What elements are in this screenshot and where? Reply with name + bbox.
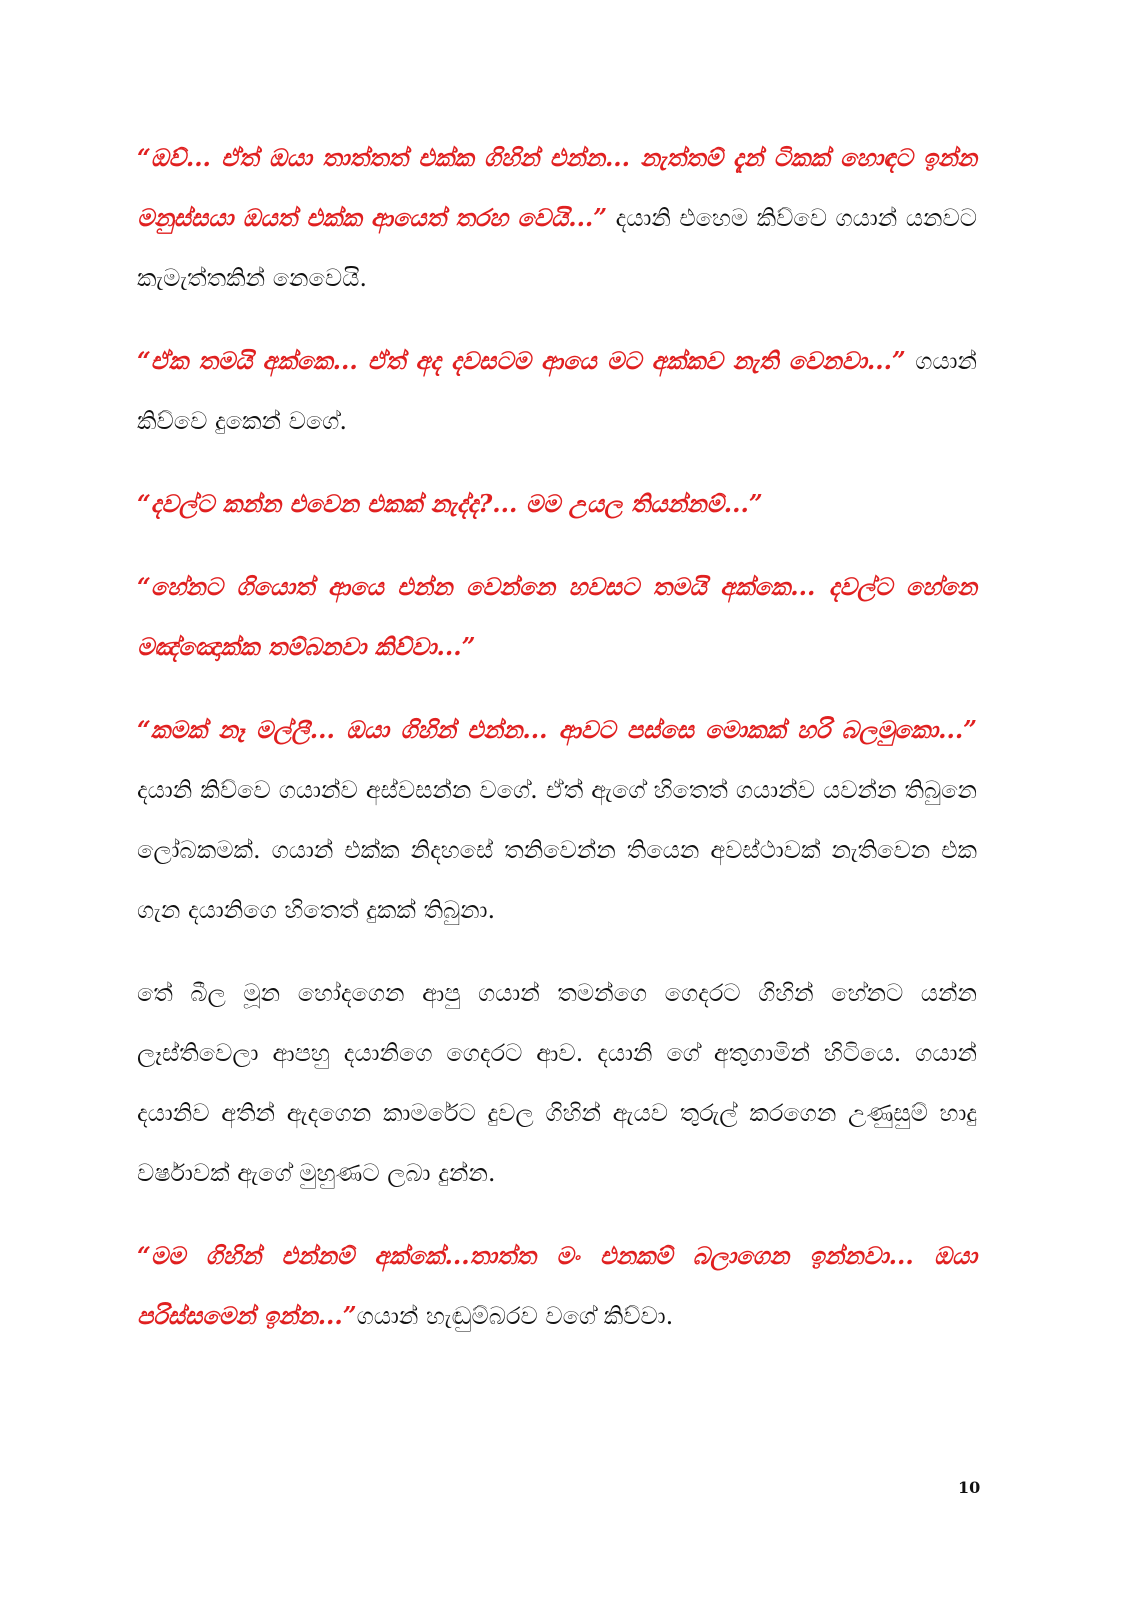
narration-text: දයානි කිව්වෙ ගයාන්ව අස්වසන්න වගේ. ඒත් ඇගේ හිතෙත් ගයාන්ව යවන්න තිබුනෙ ලෝබකමක්. ගයාන් එක්ක නිදහසේ තනිවෙන්න තියෙන අවස්ථාවක් නැතිවෙන එක ගැන දයානිගෙ හිතෙත් දුකක් තිබුනා. xyxy=(137,776,977,924)
narration-text: තේ බීල මූන හෝදගෙන ආපු ගයාන් තමන්ගෙ ගෙදරට ගිහින් හේනට යන්න ලෑස්තිවෙලා ආපහු දයානිගෙ ගෙදරට ආව. දයානි ගේ අතුගාමින් හිටියෙ. ගයාන් දයානිව අතින් ඇදගෙන කාමරේට දුවල ගිහින් ඇයව තුරුල් කරගෙන උණුසුම් හාදු වර්ෂාවක් ඇගේ මුහුණට ලබා දුන්න. xyxy=(137,979,977,1187)
paragraph-1 xyxy=(137,128,977,308)
paragraph-6 xyxy=(137,963,977,1203)
paragraph-7 xyxy=(137,1226,977,1346)
dialogue-text: “හේනට ගියොත් ආයෙ එන්න වෙන්නෙ හවසට තමයි අක්කෙ... දවල්ට හේනෙ මඤ්ඤොක්ක තම්බනවා කිව්වා...” xyxy=(137,572,977,661)
paragraph-2 xyxy=(137,331,977,451)
document-body xyxy=(137,128,977,1369)
narration-text: ගයාන් හැඬුම්බරව වගේ කිව්වා. xyxy=(356,1302,674,1330)
paragraph-3 xyxy=(137,474,977,534)
dialogue-text: “දවල්ට කන්න එවෙන එකක් නැද්ද?... මම උයල තියන්නම්...” xyxy=(137,489,763,518)
dialogue-text: “කමක් නෑ මල්ලී... ඔයා ගිහින් එන්න... ආවට පස්සෙ මොකක් හරි බලමුකො...” xyxy=(137,715,977,744)
narration-text: ගයාන් කිව්වෙ දුකෙන් වගේ. xyxy=(137,347,977,435)
dialogue-text: “මම ගිහින් එන්නම් අක්කේ...තාත්ත මං එනකම් බලාගෙන ඉන්නවා... ඔයා පරිස්සමෙන් ඉන්න...” xyxy=(137,1241,977,1330)
paragraph-5 xyxy=(137,700,977,940)
dialogue-text: “ඒක තමයි අක්කෙ... ඒත් අද දවසටම ආයෙ මට අක්කව නැති වෙනවා...” xyxy=(137,346,906,375)
paragraph-4 xyxy=(137,557,977,677)
narration-text: දයානි එහෙම කිව්වෙ ගයාන් යනවට කැමැත්තකින් නෙවෙයි. xyxy=(137,204,977,292)
page-number: 10 xyxy=(958,1478,981,1497)
dialogue-text: “ඔව්... ඒත් ඔයා තාත්තත් එක්ක ගිහින් එන්න... නැත්තම් දැන් ටිකක් හොඳට ඉන්න මනුස්සයා ඔයත් එක්ක ආයෙත් තරහ වෙයි...” xyxy=(137,143,977,232)
